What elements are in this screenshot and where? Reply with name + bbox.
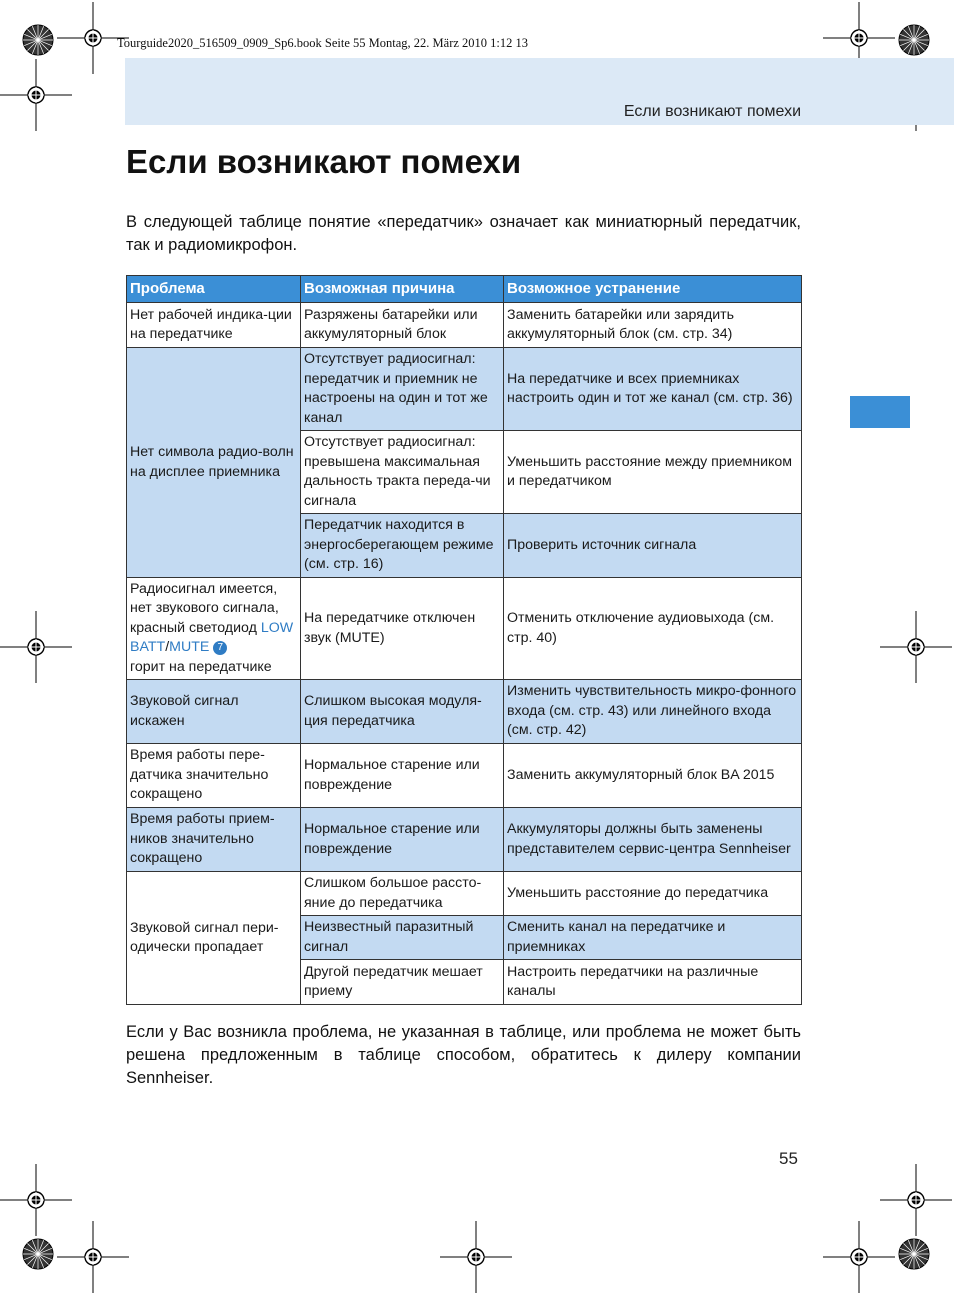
fix-cell: Заменить батарейки или зарядить аккумуляторный блок (см. стр. 34) (504, 303, 802, 348)
table-row (127, 744, 802, 808)
item-number-badge: 7 (213, 641, 227, 655)
cross-mark-bottom-right-b (880, 1164, 952, 1236)
table-row (127, 680, 802, 744)
intro-paragraph: В следующей таблице понятие «передатчик» означает как миниатюрный передатчик, так и радиомикрофон. (126, 213, 801, 254)
fix-cell: Изменить чувствительность микро-фонного входа (см. стр. 43) или линейного входа (см. стр. 42) (504, 680, 802, 744)
fix-cell: Уменьшить расстояние между приемником и передатчиком (504, 431, 802, 514)
star-mark-bottom-right (899, 1239, 929, 1269)
header-problem: Проблема (127, 276, 301, 303)
chapter-tab (850, 396, 910, 428)
cause-cell: Нормальное старение или повреждение (301, 808, 504, 872)
table-header-row (127, 276, 802, 303)
fix-cell: Заменить аккумуляторный блок BA 2015 (504, 744, 802, 808)
problem-cell: Время работы пере-датчика значительно сокращено (127, 744, 301, 808)
cause-cell: Нормальное старение или повреждение (301, 744, 504, 808)
cause-cell: Передатчик находится в энергосберегающем режиме (см. стр. 16) (301, 514, 504, 578)
problem-cell: Нет рабочей индика-ции на передатчике (127, 303, 301, 348)
fix-cell: Аккумуляторы должны быть заменены представителем сервис-центра Sennheiser (504, 808, 802, 872)
cross-mark-bottom-right-a (823, 1221, 895, 1293)
fix-cell: Уменьшить расстояние до передатчика (504, 872, 802, 916)
problem-cell: Время работы прием-ников значительно сокращено (127, 808, 301, 872)
cross-mark-top-left-a (0, 59, 72, 131)
problem-cell: Нет символа радио-волн на дисплее приемника (127, 348, 301, 578)
fix-cell: Проверить источник сигнала (504, 514, 802, 578)
star-mark-bottom-left (23, 1239, 53, 1269)
table-row (127, 348, 802, 431)
cause-cell: Другой передатчик мешает приему (301, 960, 504, 1005)
cause-cell: Слишком большое рассто-яние до передатчика (301, 872, 504, 916)
fix-cell: Отменить отключение аудиовыхода (см. стр. 40) (504, 578, 802, 680)
header-cause: Возможная причина (301, 276, 504, 303)
table-row (127, 578, 802, 680)
cross-mark-bottom-left-b (57, 1221, 129, 1293)
page-title: Если возникают помехи (126, 143, 522, 180)
header-band (125, 58, 954, 125)
cause-cell: Отсутствует радиосигнал: передатчик и приемник не настроены на один и тот же канал (301, 348, 504, 431)
cause-cell: Слишком высокая модуля-ция передатчика (301, 680, 504, 744)
cross-mark-mid-left (0, 611, 72, 683)
fix-cell: На передатчике и всех приемниках настроить один и тот же канал (см. стр. 36) (504, 348, 802, 431)
cross-mark-bottom-left-a (0, 1164, 72, 1236)
fix-cell: Сменить канал на передатчике и приемниках (504, 916, 802, 960)
star-mark-top-left (23, 25, 53, 55)
mute-label: MUTE (169, 639, 210, 656)
problem-cell: Звуковой сигнал искажен (127, 680, 301, 744)
problem-cell: Звуковой сигнал пери-одически пропадает (127, 872, 301, 1005)
cause-cell: Отсутствует радиосигнал: превышена максимальная дальность тракта переда-чи сигнала (301, 431, 504, 514)
problem-cell (127, 578, 301, 680)
header-title: Если возникают помехи (623, 103, 801, 120)
cause-cell: На передатчике отключен звук (MUTE) (301, 578, 504, 680)
troubleshooting-table (126, 275, 802, 1005)
page-number: 55 (779, 1149, 798, 1168)
cross-mark-bottom-center (440, 1221, 512, 1293)
problem-text: Радиосигнал имеется, нет звукового сигнала, красный светодиод (130, 580, 279, 636)
print-info-line: Tourguide2020_516509_0909_Sp6.book Seite 55 Montag, 22. März 2010 1:12 13 (117, 36, 529, 50)
cross-mark-mid-right (880, 611, 952, 683)
header-fix: Возможное устранение (504, 276, 802, 303)
low-batt-label: LOW BATT (130, 619, 294, 656)
table-row (127, 303, 802, 348)
fix-cell: Настроить передатчики на различные каналы (504, 960, 802, 1005)
closing-paragraph: Если у Вас возникла проблема, не указанная в таблице, или проблема не может быть решена предложенным в таблице способом, обратитесь к дилеру компании Sennheiser. (126, 1023, 801, 1087)
cause-cell: Неизвестный паразитный сигнал (301, 916, 504, 960)
table-row (127, 872, 802, 916)
cause-cell: Разряжены батарейки или аккумуляторный блок (301, 303, 504, 348)
problem-tail: горит на передатчике (130, 658, 272, 675)
label-separator: / (165, 639, 170, 656)
star-mark-top-right (899, 25, 929, 55)
table-row (127, 808, 802, 872)
